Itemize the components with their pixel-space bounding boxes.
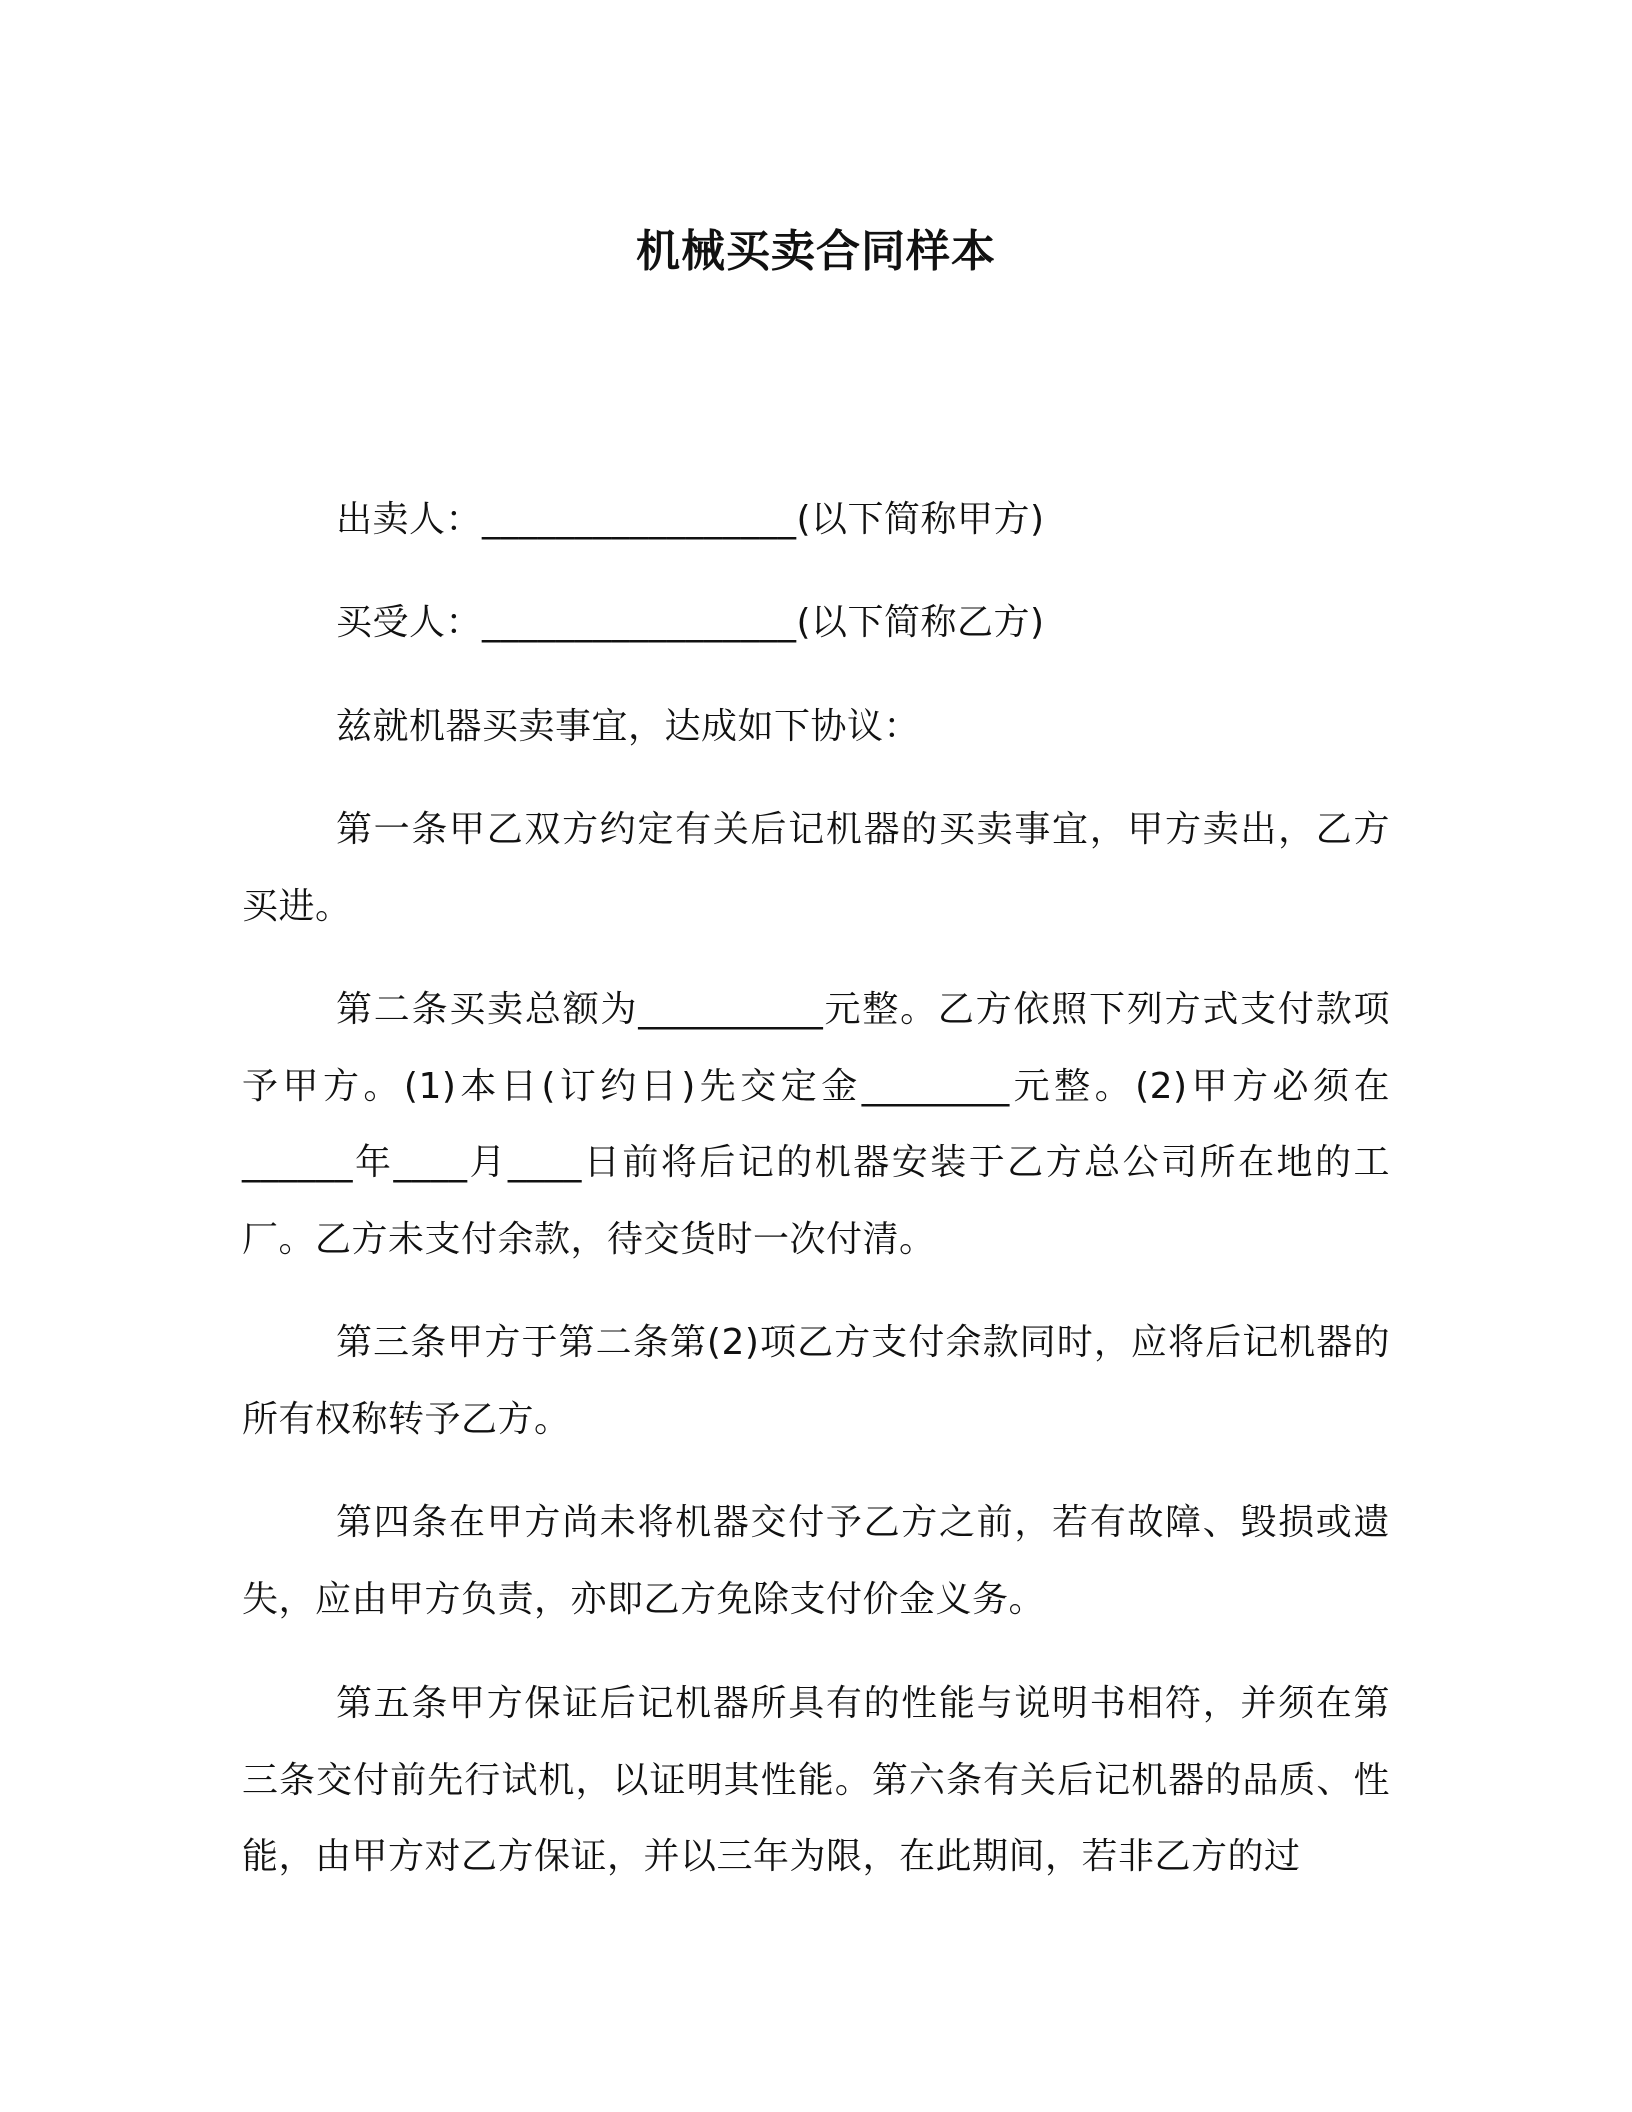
article-3-paragraph: 第三条甲方于第二条第(2)项乙方支付余款同时，应将后记机器的所有权称转予乙方。	[242, 1322, 1390, 1440]
article-5-6-paragraph: 第五条甲方保证后记机器所具有的性能与说明书相符，并须在第三条交付前先行试机，以证明其性能。第六条有关后记机器的品质、性能，由甲方对乙方保证，并以三年为限，在此期间，若非乙方的过	[242, 1683, 1390, 1877]
article-1-paragraph: 第一条甲乙双方约定有关后记机器的买卖事宜，甲方卖出，乙方买进。	[242, 809, 1390, 927]
article-4-paragraph: 第四条在甲方尚未将机器交付予乙方之前，若有故障、毁损或遗失，应由甲方负责，亦即乙方免除支付价金义务。	[242, 1502, 1390, 1620]
seller-line: 出卖人：_________________(以下简称甲方)	[336, 499, 1045, 540]
intro-paragraph: 兹就机器买卖事宜，达成如下协议：	[336, 706, 921, 747]
document-title: 机械买卖合同样本	[636, 226, 996, 277]
buyer-line: 买受人：_________________(以下简称乙方)	[336, 602, 1045, 643]
article-2-paragraph: 第二条买卖总额为__________元整。乙方依照下列方式支付款项予甲方。(1)本日(订约日)先交定金________元整。(2)甲方必须在______年____月____日前将后记的机器安装于乙方总公司所在地的工厂。乙方未支付余款，待交货时一次付清。	[242, 989, 1390, 1260]
